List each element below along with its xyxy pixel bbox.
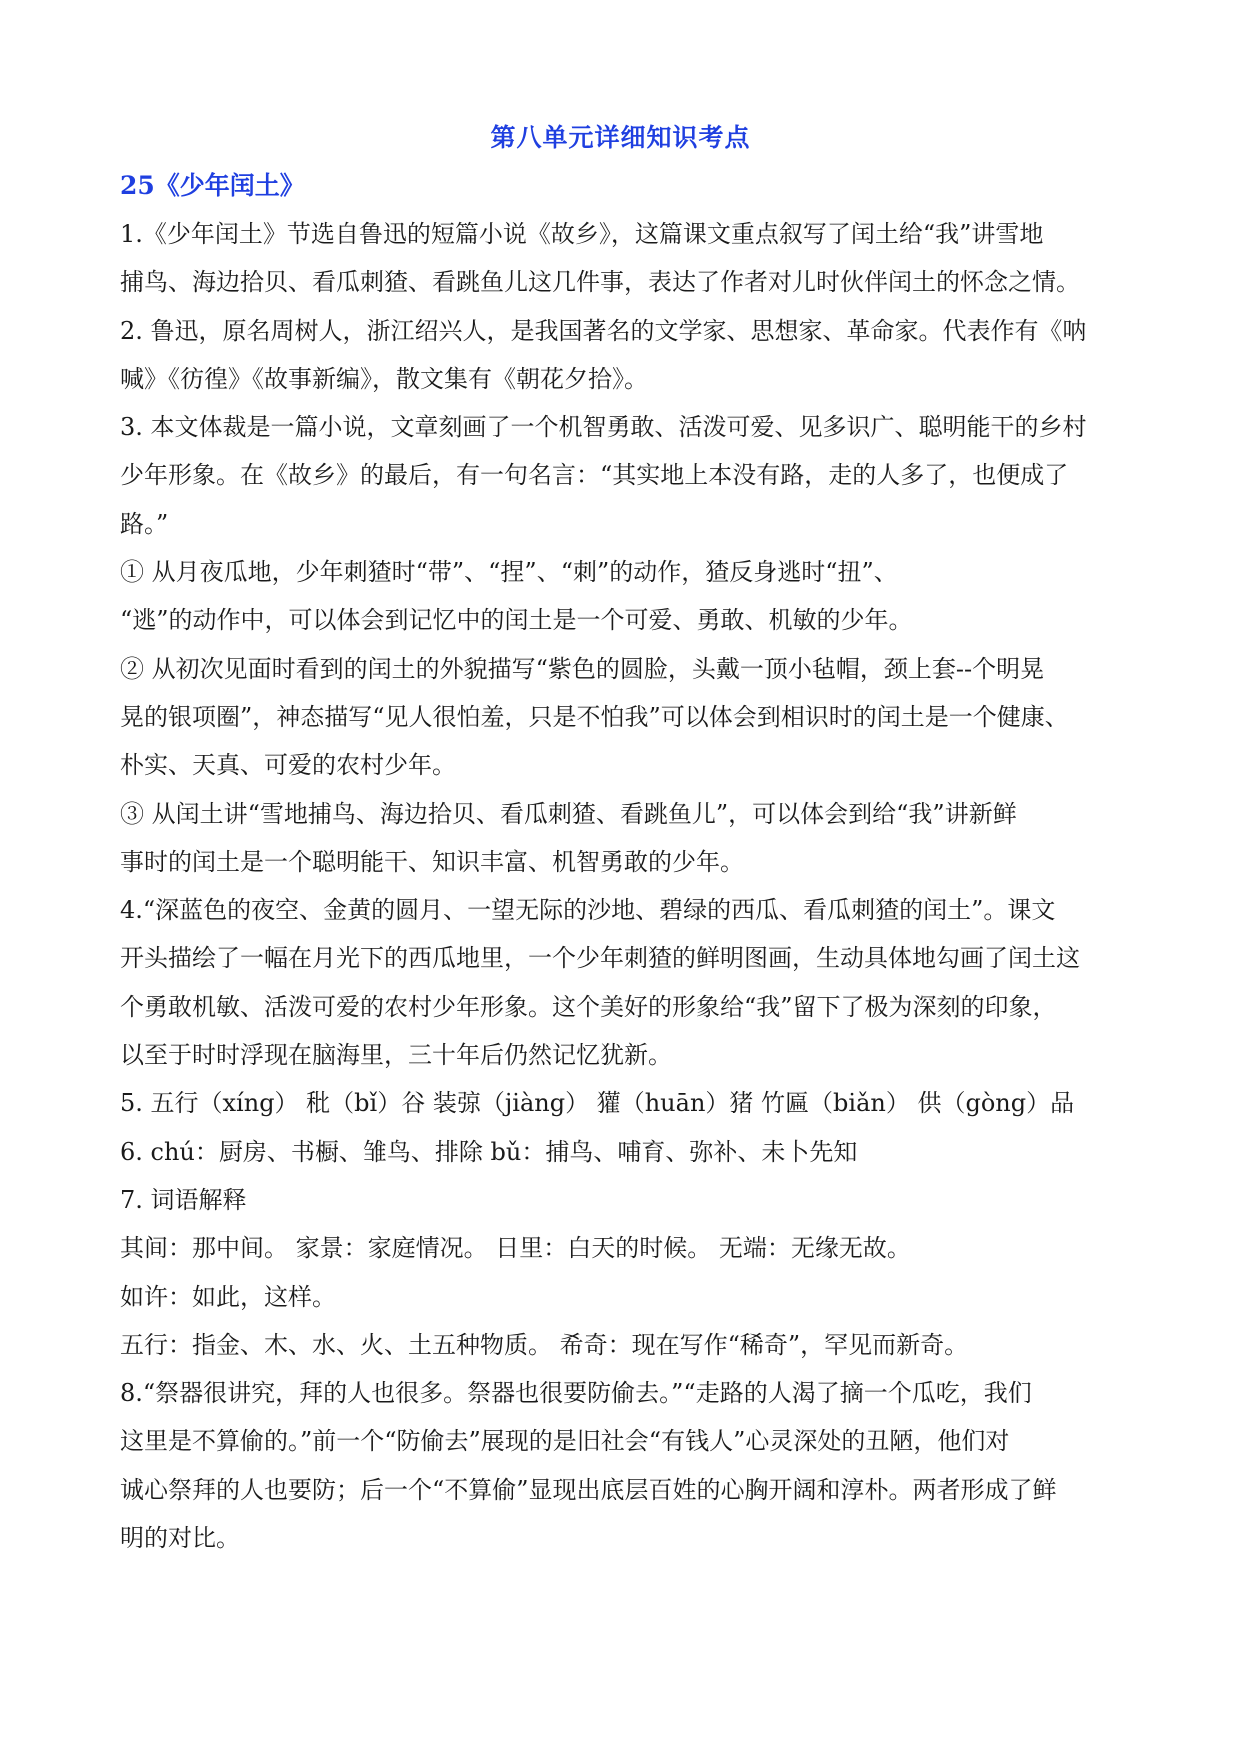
text-line: 晃的银项圈”，神态描写“见人很怕羞，只是不怕我”可以体会到相识时的闰土是一个健康、 [120, 702, 1069, 731]
text-line: 7. 词语解释 [120, 1185, 247, 1214]
text-line: ② 从初次见面时看到的闰土的外貌描写“紫色的圆脸，头戴一顶小毡帽，颈上套--个明晃 [120, 654, 1045, 683]
text-line: 8.“祭器很讲究，拜的人也很多。祭器也很要防偷去。”“走路的人渴了摘一个瓜吃，我们 [120, 1379, 1032, 1408]
text-line: 开头描绘了一幅在月光下的西瓜地里，一个少年刺猹的鲜明图画，生动具体地勾画了闰土这 [120, 944, 1080, 973]
text-line: 五行：指金、木、水、火、土五种物质。 希奇：现在写作“稀奇”，罕见而新奇。 [120, 1330, 969, 1359]
text-line: 6. chú：厨房、书橱、雏鸟、排除 bǔ：捕鸟、哺育、弥补、未卜先知 [120, 1137, 858, 1166]
text-line: 4.“深蓝色的夜空、金黄的圆月、一望无际的沙地、碧绿的西瓜、看瓜刺猹的闰土”。课文 [120, 896, 1056, 925]
text-line: 事时的闰土是一个聪明能干、知识丰富、机智勇敢的少年。 [120, 847, 744, 876]
text-line: 这里是不算偷的。”前一个“防偷去”展现的是旧社会“有钱人”心灵深处的丑陋，他们对 [120, 1427, 1010, 1456]
text-line: “逃”的动作中，可以体会到记忆中的闰土是一个可爱、勇敢、机敏的少年。 [120, 606, 913, 635]
text-line: 喊》《彷徨》《故事新编》，散文集有《朝花夕拾》。 [120, 364, 648, 393]
text-line: 其间：那中间。 家景：家庭情况。 日里：白天的时候。 无端：无缘无故。 [120, 1234, 911, 1263]
text-line: 2. 鲁迅，原名周树人，浙江绍兴人，是我国著名的文学家、思想家、革命家。代表作有《呐 [120, 316, 1087, 345]
text-line: ③ 从闰土讲“雪地捕鸟、海边拾贝、看瓜刺猹、看跳鱼儿”，可以体会到给“我”讲新鲜 [120, 799, 1017, 828]
text-line: 明的对比。 [120, 1524, 240, 1553]
text-line: 1.《少年闰土》节选自鲁迅的短篇小说《故乡》，这篇课文重点叙写了闰土给“我”讲雪地 [120, 220, 1044, 248]
text-line: 诚心祭拜的人也要防；后一个“不算偷”显现出底层百姓的心胸开阔和淳朴。两者形成了鲜 [120, 1475, 1057, 1504]
text-line: 朴实、天真、可爱的农村少年。 [120, 751, 456, 780]
text-line: 路。” [120, 509, 169, 538]
page-title: 第八单元详细知识考点 [490, 123, 751, 152]
text-line: 如许：如此，这样。 [120, 1282, 336, 1311]
text-line: 个勇敢机敏、活泼可爱的农村少年形象。这个美好的形象给“我”留下了极为深刻的印象， [120, 992, 1057, 1021]
text-line: 5. 五行（xíng） 秕（bǐ）谷 装弶（jiàng） 獾（huān）猪 竹匾（biǎn） 供（gòng）品 [120, 1089, 1075, 1118]
lesson-heading: 25《少年闰土》 [120, 171, 305, 200]
text-line: ① 从月夜瓜地，少年刺猹时“带”、“捏”、“刺”的动作，猹反身逃时“扭”、 [120, 558, 898, 587]
document-body [120, 210, 1140, 1562]
text-line: 以至于时时浮现在脑海里，三十年后仍然记忆犹新。 [120, 1041, 672, 1070]
text-line: 3. 本文体裁是一篇小说，文章刻画了一个机智勇敢、活泼可爱、见多识广、聪明能干的乡村 [120, 413, 1087, 442]
text-line: 捕鸟、海边拾贝、看瓜刺猹、看跳鱼儿这几件事，表达了作者对儿时伙伴闰土的怀念之情。 [120, 268, 1080, 297]
text-line: 少年形象。在《故乡》的最后，有一句名言：“其实地上本没有路，走的人多了，也便成了 [120, 461, 1069, 490]
